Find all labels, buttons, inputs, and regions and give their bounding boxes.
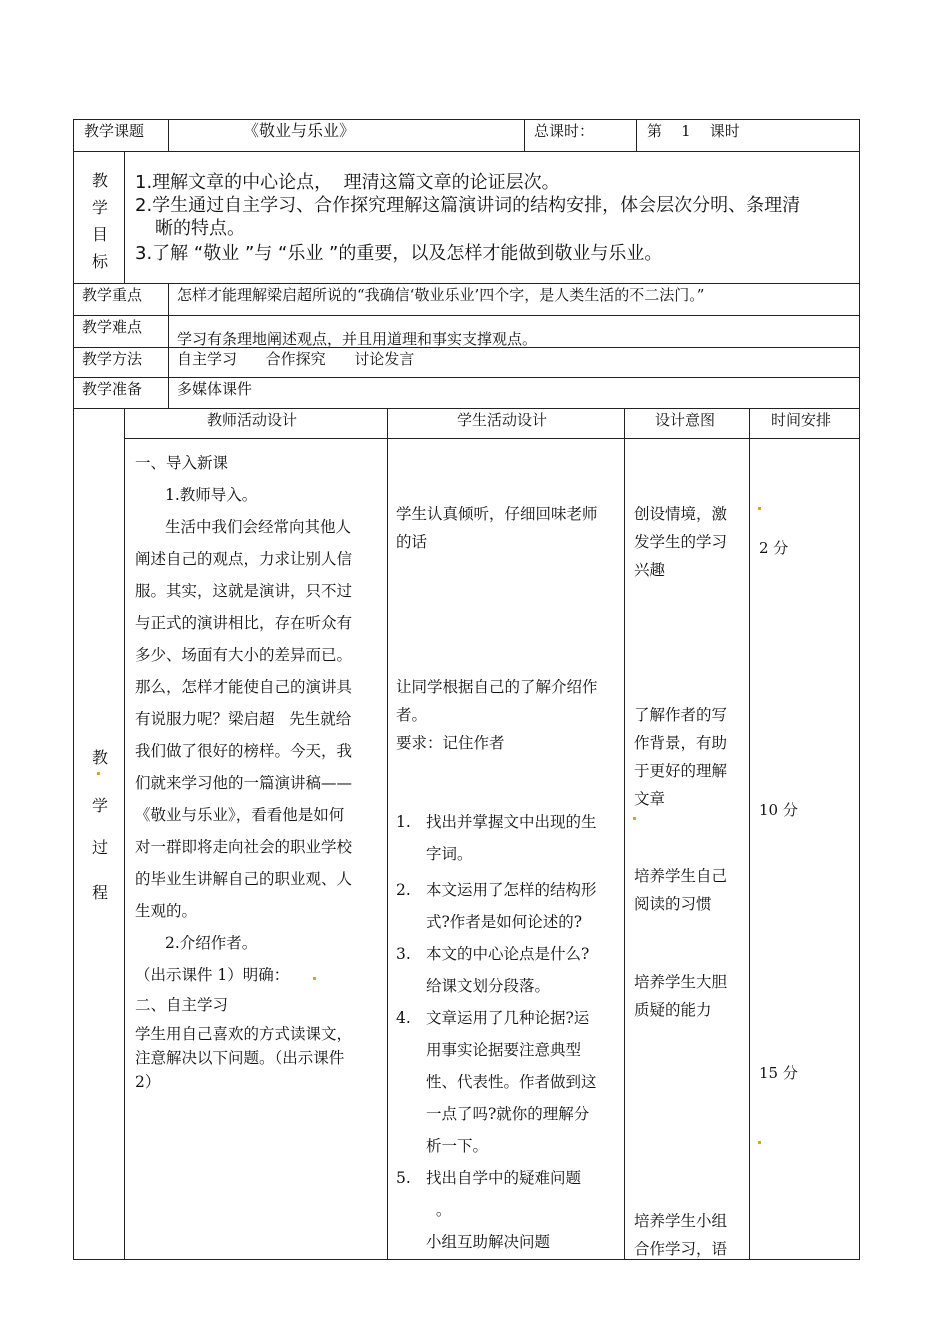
student-intro <box>396 500 622 556</box>
intent-line: 培养学生小组 <box>634 1212 728 1230</box>
list-item-line: 文章运用了几种论据?运 <box>426 1009 590 1027</box>
teacher-line: 们就来学习他的一篇演讲稿—— <box>135 774 353 792</box>
scan-mark <box>633 817 636 820</box>
list-item-line: 给课文划分段落。 <box>426 977 551 995</box>
teacher-line: 学生用自己喜欢的方式读课文， <box>135 1025 353 1043</box>
teacher-line: 的毕业生讲解自己的职业观、人 <box>135 870 353 888</box>
teacher-line: 注意解决以下问题。（出示课件 <box>135 1049 345 1067</box>
time-3: 15 分 <box>759 1064 798 1082</box>
list-item <box>396 1162 622 1258</box>
method-label: 教学方法 <box>82 350 143 368</box>
intent-line: 了解作者的写 <box>634 706 728 724</box>
cell-divider <box>124 151 125 284</box>
list-item-line: 找出并掌握文中出现的生 <box>426 813 597 831</box>
teacher-line: 服。其实，这就是演讲，只不过 <box>135 582 353 600</box>
list-item-number: 3. <box>396 945 411 963</box>
list-item-line: 析一下。 <box>426 1137 489 1155</box>
intent-1 <box>634 500 746 584</box>
header-divider <box>124 438 860 439</box>
cell-divider <box>524 119 525 152</box>
intent-line: 发学生的学习 <box>634 533 728 551</box>
hours-value: 第 1 课时 <box>647 122 740 140</box>
intent-line: 培养学生自己 <box>634 867 728 885</box>
cell-divider <box>636 119 637 152</box>
list-item-number: 4. <box>396 1009 411 1027</box>
key-point-value: 怎样才能理解梁启超所说的“我确信‘敬业乐业’四个字，是人类生活的不二法门。” <box>177 286 705 304</box>
teacher-line: 《敬业与乐业》，看看他是如何 <box>135 806 345 824</box>
teacher-line: 生活中我们会经常向其他人 <box>165 518 352 536</box>
list-item-line: 式?作者是如何论述的? <box>426 913 583 931</box>
prep-label: 教学准备 <box>82 380 143 398</box>
student-author <box>396 673 622 757</box>
list-item <box>396 1002 622 1162</box>
intent-line: 兴趣 <box>634 561 666 579</box>
goal-item-2: 2.学生通过自主学习、合作探究理解这篇演讲词的结构安排，体会层次分明、条理清 <box>135 195 801 216</box>
cell-divider <box>168 119 169 152</box>
goal-item-1: 1.理解文章的中心论点， 理清这篇文章的论证层次。 <box>135 172 560 193</box>
list-item-line: 。 <box>426 1201 452 1219</box>
list-item-line: 性、代表性。作者做到这 <box>426 1073 597 1091</box>
intent-2 <box>634 701 746 813</box>
prep-value: 多媒体课件 <box>177 380 253 398</box>
scan-mark <box>97 772 100 775</box>
list-item-line: 字词。 <box>426 845 473 863</box>
teacher-line: （出示课件 1）明确： <box>135 966 290 984</box>
time-2: 10 分 <box>759 801 798 819</box>
student-question-list <box>396 806 622 1258</box>
row-topic <box>73 119 860 152</box>
goals-label-char: 学 <box>91 198 108 217</box>
cell-divider <box>749 408 750 1260</box>
list-item-number: 5. <box>396 1169 411 1187</box>
process-label-char: 教 <box>91 748 108 767</box>
list-item <box>396 806 622 870</box>
student-line: 要求：记住作者 <box>396 734 505 752</box>
goal-item-3: 3.了解 “敬业 ”与 “乐业 ”的重要，以及怎样才能做到敬业与乐业。 <box>135 243 663 264</box>
col-header-time: 时间安排 <box>771 411 832 429</box>
intent-line: 阅读的习惯 <box>634 895 712 913</box>
time-1: 2 分 <box>759 539 789 557</box>
list-item-number: 1. <box>396 813 411 831</box>
teacher-line: 我们做了很好的榜样。今天，我 <box>135 742 353 760</box>
teacher-line: 一、导入新课 <box>135 454 229 472</box>
list-item-line: 用事实论据要注意典型 <box>426 1041 582 1059</box>
list-item-number: 2. <box>396 881 411 899</box>
difficulty-value: 学习有条理地阐述观点，并且用道理和事实支撑观点。 <box>177 330 538 348</box>
intent-line: 文章 <box>634 790 666 808</box>
student-line: 学生认真倾听，仔细回味老师 <box>396 505 598 523</box>
list-item-line: 一点了吗?就你的理解分 <box>426 1105 590 1123</box>
teacher-line: 阐述自己的观点，力求让别人信 <box>135 550 353 568</box>
list-item-line: 找出自学中的疑难问题 <box>426 1169 582 1187</box>
cell-divider <box>387 408 388 1260</box>
intent-line: 培养学生大胆 <box>634 973 728 991</box>
intent-3 <box>634 862 746 918</box>
cell-divider <box>124 408 125 1260</box>
col-header-student: 学生活动设计 <box>457 411 548 429</box>
teacher-line: 2） <box>135 1073 161 1091</box>
col-header-teacher: 教师活动设计 <box>207 411 298 429</box>
scan-mark <box>758 1141 761 1144</box>
intent-4 <box>634 968 746 1024</box>
teacher-activity <box>135 447 383 1093</box>
key-point-label: 教学重点 <box>82 286 143 304</box>
teacher-line: 生观的。 <box>135 902 198 920</box>
process-label-char: 学 <box>91 796 108 815</box>
list-item-line: 本文的中心论点是什么? <box>426 945 590 963</box>
intent-line: 合作学习，语 <box>634 1240 728 1258</box>
goals-label-char: 标 <box>91 252 108 271</box>
intent-line: 创设情境，激 <box>634 505 728 523</box>
student-line: 的话 <box>396 533 428 551</box>
goal-item-2-cont: 晰的特点。 <box>155 218 245 239</box>
teacher-line: 二、自主学习 <box>135 996 229 1014</box>
student-line: 者。 <box>396 706 428 724</box>
list-item-line: 小组互助解决问题 <box>426 1233 551 1251</box>
intent-line: 质疑的能力 <box>634 1001 712 1019</box>
goals-label-char: 目 <box>91 225 108 244</box>
scan-mark <box>758 507 761 510</box>
goals-label-char: 教 <box>91 171 108 190</box>
list-item <box>396 874 622 938</box>
list-item-line: 本文运用了怎样的结构形 <box>426 881 597 899</box>
teacher-line: 1.教师导入。 <box>165 486 258 504</box>
scan-mark <box>313 977 316 980</box>
intent-line: 作背景，有助 <box>634 734 728 752</box>
teacher-line: 与正式的演讲相比，存在听众有 <box>135 614 353 632</box>
intent-5 <box>634 1207 746 1263</box>
col-header-intent: 设计意图 <box>655 411 716 429</box>
teacher-line: 对一群即将走向社会的职业学校 <box>135 838 353 856</box>
topic-value: 《敬业与乐业》 <box>243 121 356 140</box>
cell-divider <box>168 283 169 409</box>
hours-label: 总课时： <box>534 122 595 140</box>
difficulty-label: 教学难点 <box>82 318 143 336</box>
teacher-line: 多少、场面有大小的差异而已。 <box>135 646 353 664</box>
topic-label: 教学课题 <box>84 122 145 140</box>
teacher-line: 那么，怎样才能使自己的演讲具 <box>135 678 353 696</box>
process-label-char: 程 <box>91 883 108 902</box>
teacher-line: 有说服力呢？梁启超 先生就给 <box>135 710 352 728</box>
student-line: 让同学根据自己的了解介绍作 <box>396 678 598 696</box>
intent-line: 于更好的理解 <box>634 762 728 780</box>
cell-divider <box>624 408 625 1260</box>
process-label-char: 过 <box>91 838 108 857</box>
method-value: 自主学习 合作探究 讨论发言 <box>177 350 415 368</box>
list-item <box>396 938 622 1002</box>
teacher-line: 2.介绍作者。 <box>165 934 258 952</box>
